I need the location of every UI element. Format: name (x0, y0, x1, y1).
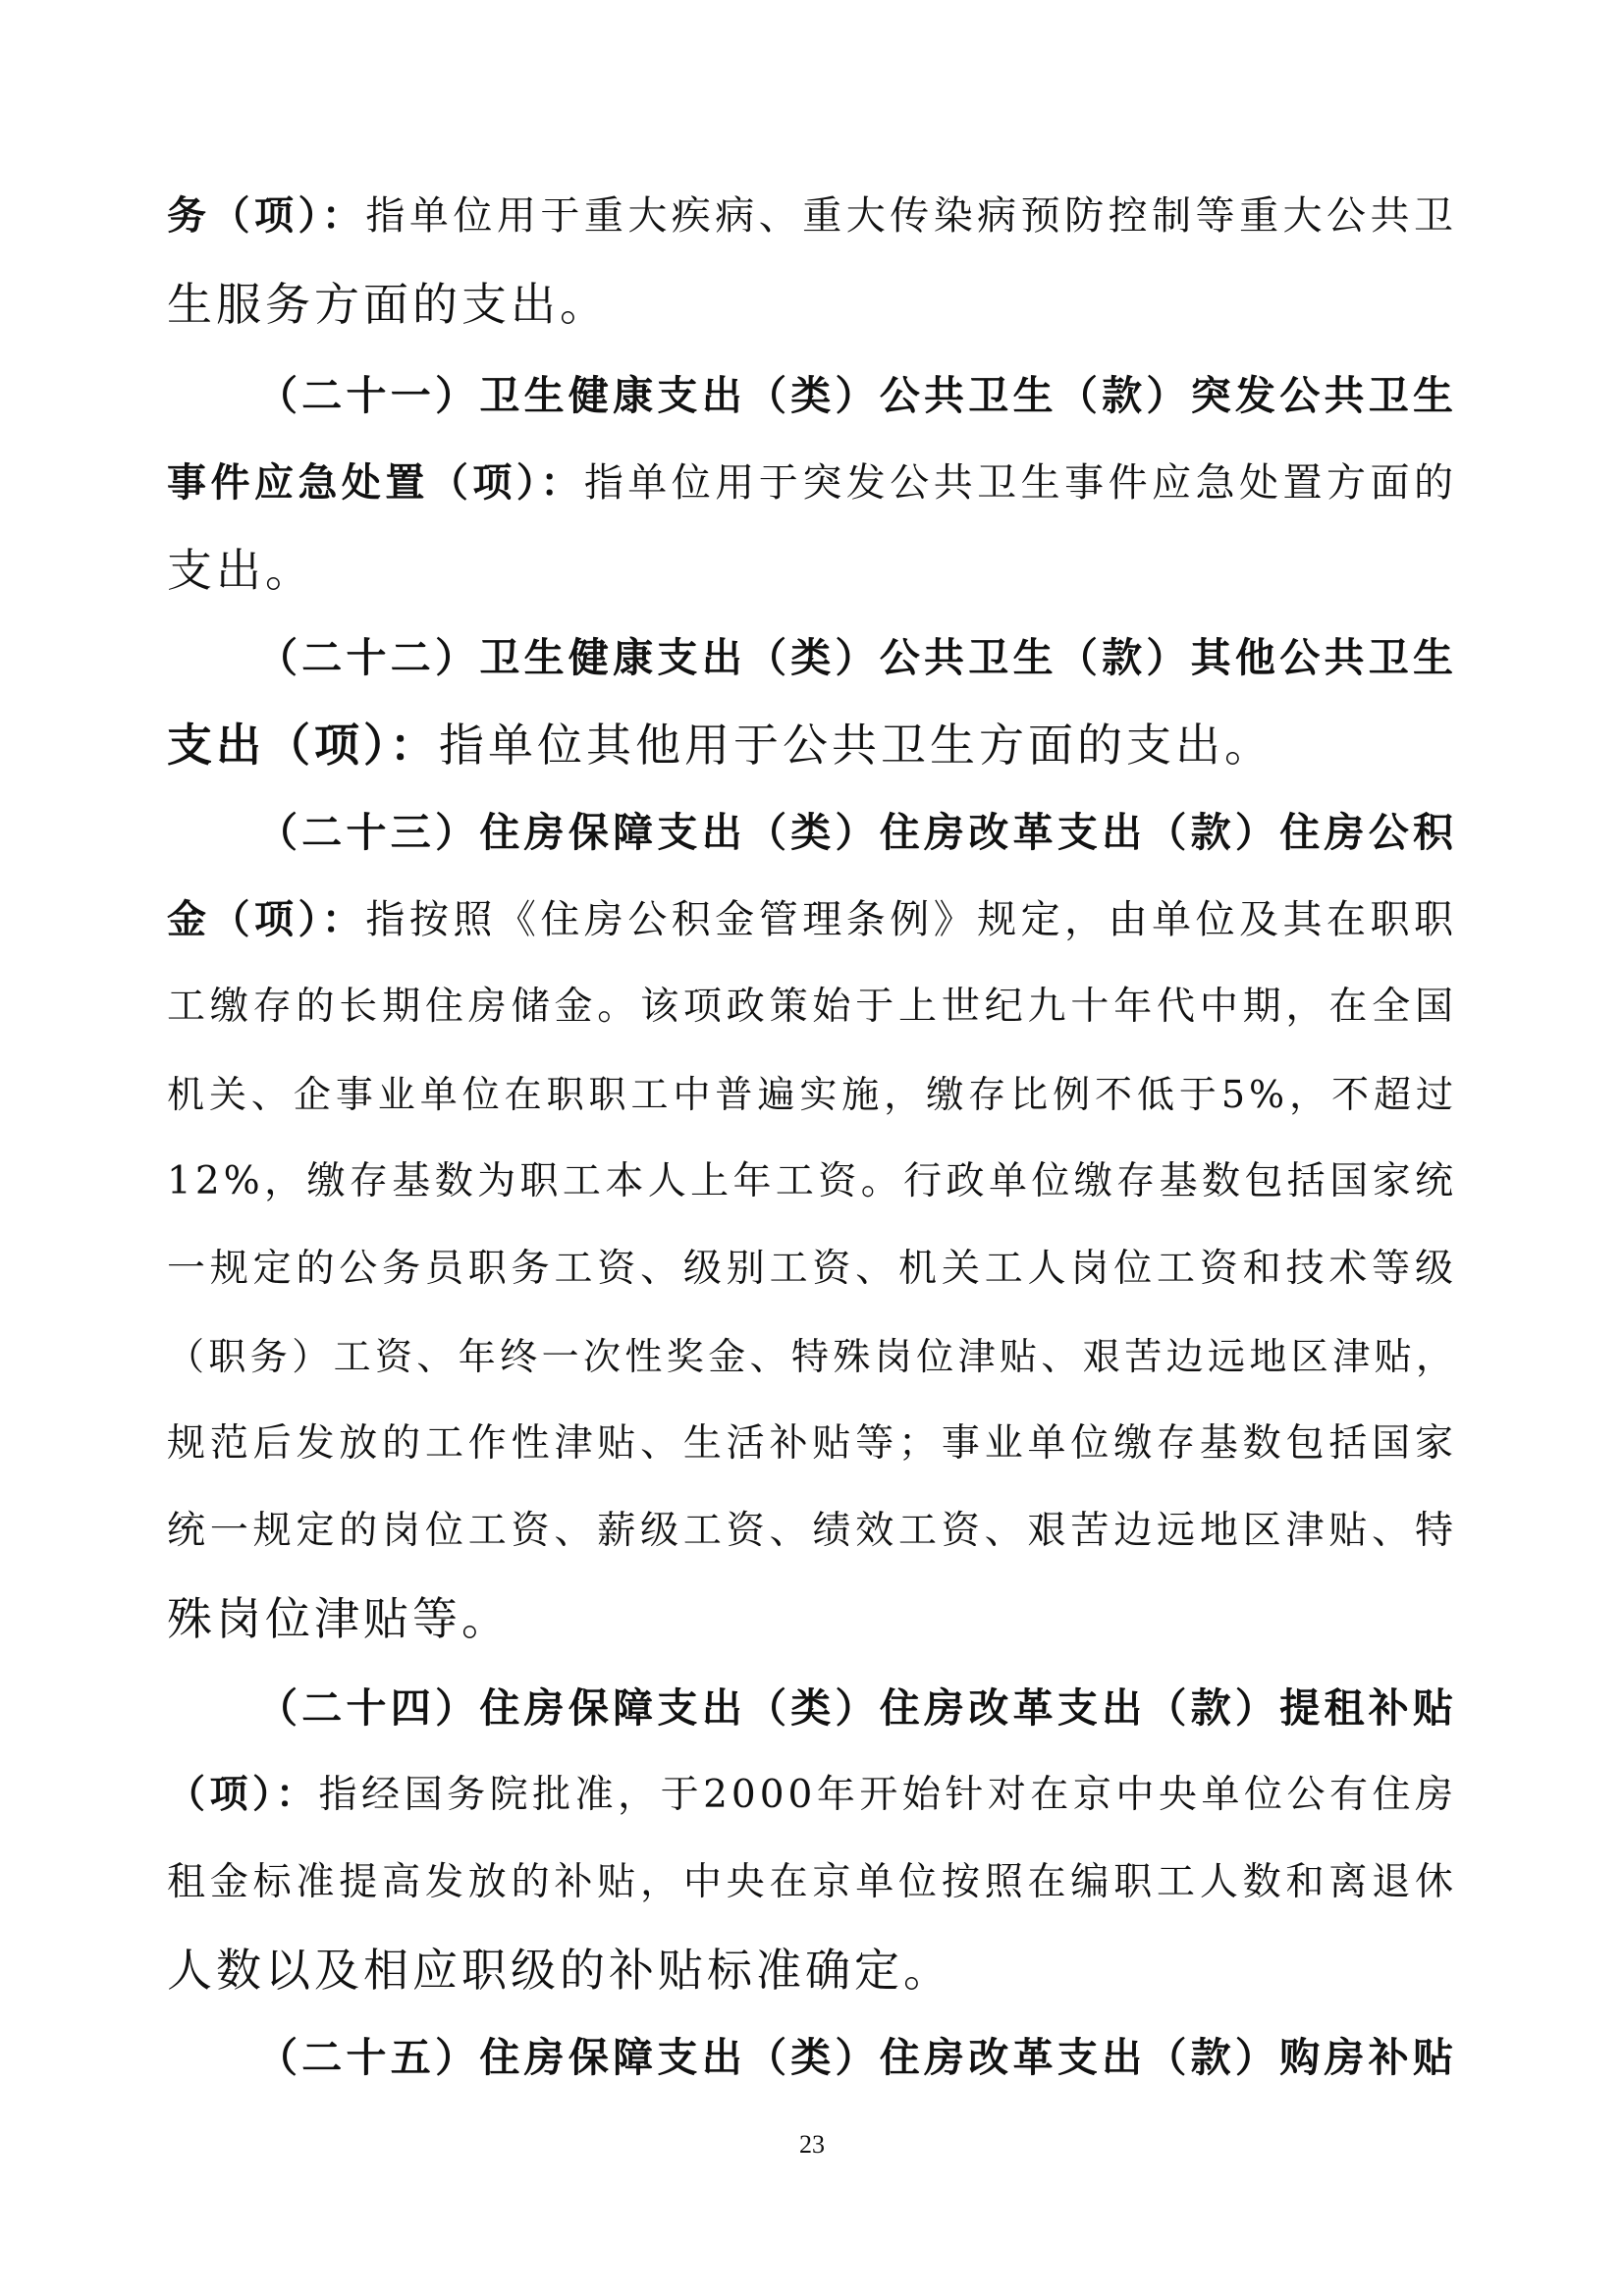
bold-heading: （项）： (167, 1773, 319, 1817)
body-text: 指单位其他用于公共卫生方面的支出。 (439, 719, 1273, 772)
section-heading-line (257, 1669, 1457, 1747)
text-line (167, 968, 1457, 1046)
body-text: （职务）工资、年终一次性奖金、特殊岗位津贴、艰苦边远地区津贴， (167, 1335, 1457, 1378)
text-line (167, 1317, 1457, 1396)
text-line (167, 1055, 1457, 1134)
text-line (167, 1579, 1457, 1658)
section-heading-line (257, 356, 1457, 435)
text-line (167, 1230, 1457, 1308)
bold-heading: （二十五）住房保障支出（类）住房改革支出（款）购房补贴 (257, 2034, 1457, 2081)
body-text: 指单位用于突发公共卫生事件应急处置方面的 (583, 460, 1457, 506)
text-line (167, 1756, 1457, 1835)
text-line (167, 444, 1457, 522)
section-heading-line (257, 2018, 1457, 2097)
page-number: 23 (799, 2130, 825, 2159)
body-text: 租金标准提高发放的补贴，中央在京单位按照在编职工人数和离退休 (167, 1860, 1457, 1904)
bold-heading: （二十四）住房保障支出（类）住房改革支出（款）提租补贴 (257, 1684, 1457, 1732)
text-line (167, 1843, 1457, 1922)
body-text: 12%，缴存基数为职工本人上年工资。行政单位缴存基数包括国家统 (167, 1159, 1457, 1203)
section-heading-line (257, 793, 1457, 872)
body-text: 生服务方面的支出。 (167, 278, 609, 331)
text-line (167, 706, 1457, 784)
text-line (167, 881, 1457, 959)
bold-heading: 事件应急处置（项）： (167, 460, 584, 506)
text-line (167, 1405, 1457, 1483)
body-text: 指单位用于重大疾病、重大传染病预防控制等重大公共卫 (365, 193, 1458, 239)
body-text: 统一规定的岗位工资、薪级工资、绩效工资、艰苦边远地区津贴、特 (167, 1509, 1457, 1553)
body-text: 殊岗位津贴等。 (167, 1592, 511, 1645)
bold-heading: （二十三）住房保障支出（类）住房改革支出（款）住房公积 (257, 809, 1457, 856)
body-text: 规范后发放的工作性津贴、生活补贴等；事业单位缴存基数包括国家 (167, 1421, 1457, 1466)
bold-heading: 支出（项）： (167, 719, 439, 772)
text-line (167, 1492, 1457, 1571)
body-text: 指经国务院批准，于2000年开始针对在京中央单位公有住房 (318, 1773, 1457, 1817)
body-text: 指按照《住房公积金管理条例》规定，由单位及其在职职 (365, 897, 1458, 942)
text-line (167, 1143, 1457, 1221)
body-text: 机关、企事业单位在职职工中普遍实施，缴存比例不低于5%，不超过 (167, 1073, 1457, 1116)
body-text: 支出。 (167, 544, 314, 597)
body-text: 一规定的公务员职务工资、级别工资、机关工人岗位工资和技术等级 (167, 1247, 1457, 1291)
bold-heading: 务（项）： (167, 193, 366, 239)
bold-heading: （二十一）卫生健康支出（类）公共卫生（款）突发公共卫生 (257, 372, 1457, 419)
body-text: 工缴存的长期住房储金。该项政策始于上世纪九十年代中期，在全国 (167, 985, 1457, 1029)
section-heading-line (257, 618, 1457, 697)
body-text: 人数以及相应职级的补贴标准确定。 (167, 1944, 952, 1997)
text-line (167, 1931, 1457, 2009)
bold-heading: （二十二）卫生健康支出（类）公共卫生（款）其他公共卫生 (257, 634, 1457, 681)
bold-heading: 金（项）： (167, 897, 366, 942)
text-line (167, 265, 1457, 344)
text-line (167, 531, 1457, 610)
text-line (167, 177, 1457, 255)
